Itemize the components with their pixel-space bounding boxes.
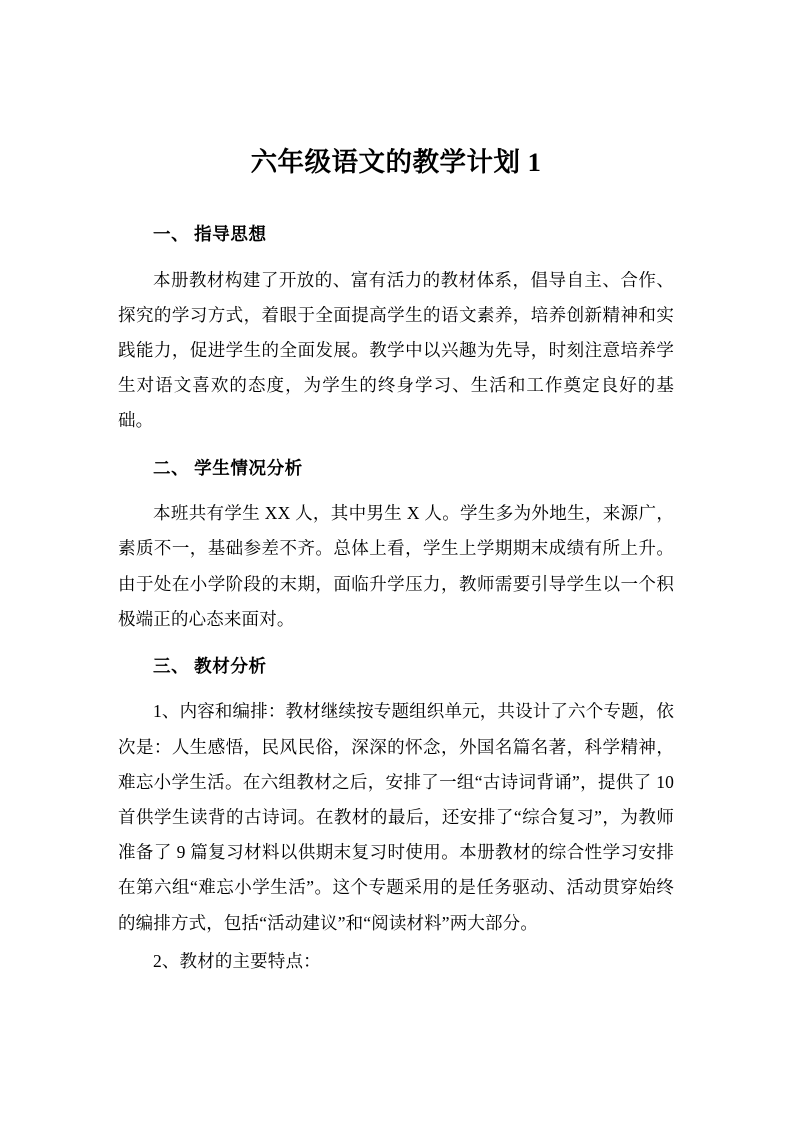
page-title: 六年级语文的教学计划 1 — [250, 147, 542, 177]
spacer-heading1-para1 — [118, 244, 674, 263]
document-text-column — [118, 0, 674, 979]
spacer-title-heading1 — [118, 179, 674, 226]
spacer-heading2-para2 — [118, 477, 674, 496]
section-heading-3: 三、 教材分析 — [153, 655, 267, 676]
spacer-para1-heading2 — [118, 439, 674, 460]
spacer-heading3-para3 — [118, 675, 674, 694]
section-2-paragraph-1: 本班共有学生 XX 人，其中男生 X 人。学生多为外地生，来源广，素质不一，基础参差不齐。总体上看，学生上学期期末成绩有所上升。由于处在小学阶段的末期，面临升学压力，教师需要引导学生以一个积极端正的心态来面对。 — [118, 503, 674, 629]
spacer-para2-heading3 — [118, 637, 674, 658]
section-3-paragraph-2: 2、教材的主要特点： — [153, 950, 321, 971]
section-3-paragraph-1: 1、内容和编排：教材继续按专题组织单元，共设计了六个专题，依次是：人生感悟，民风民俗，深深的怀念，外国名篇名著，科学精神，难忘小学生活。在六组教材之后，安排了一组“古诗词背诵”，提供了 10 首供学生读背的古诗词。在教材的最后，还安排了“综合复习”，为教师准备了 9 篇复习材料以供期末复习时使用。本册教材的综合性学习安排在第六组“难忘小学生活”。这个专题采用的是任务驱动、活动贯穿始终的编排方式，包括“活动建议”和“阅读材料”两大部分。 — [118, 701, 674, 933]
section-1-paragraph-1: 本册教材构建了开放的、富有活力的教材体系，倡导自主、合作、探究的学习方式，着眼于全面提高学生的语文素养，培养创新精神和实践能力，促进学生的全面发展。教学中以兴趣为先导，时刻注意培养学生对语文喜欢的态度，为学生的终身学习、生活和工作奠定良好的基础。 — [118, 269, 674, 431]
section-heading-1: 一、 指导思想 — [153, 224, 267, 245]
section-heading-2: 二、 学生情况分析 — [153, 457, 303, 478]
